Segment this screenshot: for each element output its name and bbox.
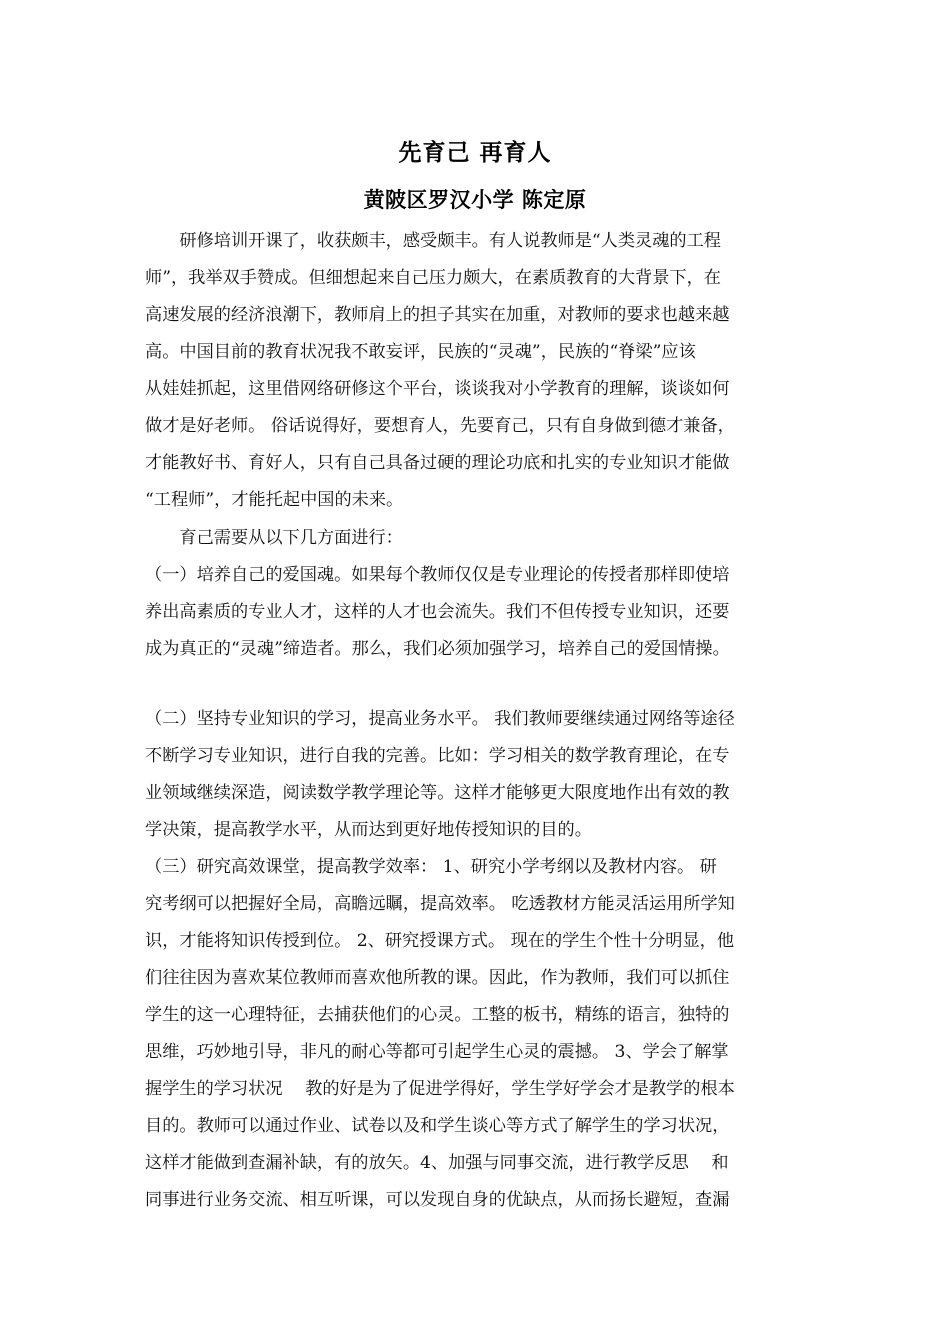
paragraph-line: 识，才能将知识传授到位。 2、研究授课方式。 现在的学生个性十分明显，他 (145, 931, 735, 951)
paragraph-line: 这样才能做到查漏补缺，有的放矢。4、加强与同事交流，进行教学反思 和 (145, 1153, 729, 1173)
paragraph-line: 高速发展的经济浪潮下，教师肩上的担子其实在加重，对教师的要求也越来越 (145, 305, 730, 325)
paragraph-line: （三）研究高效课堂，提高教学效率： 1、研究小学考纲以及教材内容。 研 (145, 857, 717, 877)
paragraph-line: 学决策，提高教学水平，从而达到更好地传授知识的目的。 (145, 820, 592, 840)
paragraph-line: （一）培养自己的爱国魂。如果每个教师仅仅是专业理论的传授者那样即使培 (145, 565, 730, 585)
paragraph-line: 同事进行业务交流、相互听课，可以发现自身的优缺点，从而扬长避短，查漏 (145, 1190, 730, 1210)
paragraph-line: 才能教好书、育好人，只有自己具备过硬的理论功底和扎实的专业知识才能做 (145, 453, 730, 473)
paragraph-line: 高。中国目前的教育状况我不敢妄评，民族的“灵魂”，民族的“脊梁”应该 (145, 342, 696, 362)
paragraph-line: 从娃娃抓起，这里借网络研修这个平台，谈谈我对小学教育的理解，谈谈如何 (145, 379, 730, 399)
paragraph-line: 不断学习专业知识，进行自我的完善。比如：学习相关的数学教育理论，在专 (145, 746, 730, 766)
paragraph-line: （二）坚持专业知识的学习，提高业务水平。 我们教师要继续通过网络等途径 (145, 709, 735, 729)
paragraph-line: 目的。教师可以通过作业、试卷以及和学生谈心等方式了解学生的学习状况， (145, 1116, 730, 1136)
paragraph-line: 养出高素质的专业人才，这样的人才也会流失。我们不但传授专业知识，还要 (145, 602, 730, 622)
paragraph-line: 师”，我举双手赞成。但细想起来自己压力颇大，在素质教育的大背景下，在 (145, 268, 721, 288)
paragraph-line: 业领域继续深造，阅读数学教学理论等。这样才能够更大限度地作出有效的教 (145, 783, 730, 803)
document-author: 黄陂区罗汉小学 陈定原 (363, 188, 587, 212)
paragraph-line: 握学生的学习状况 教的好是为了促进学得好，学生学好学会才是教学的根本 (145, 1079, 735, 1099)
paragraph-line: 们往往因为喜欢某位教师而喜欢他所教的课。因此，作为教师，我们可以抓住 (145, 968, 730, 988)
paragraph-line: 思维，巧妙地引导，非凡的耐心等都可引起学生心灵的震撼。 3、学会了解掌 (145, 1042, 729, 1062)
paragraph-line: 做才是好老师。 俗话说得好，要想育人，先要育己，只有自身做到德才兼备， (145, 416, 735, 436)
paragraph-line: 成为真正的“灵魂”缔造者。那么，我们必须加强学习，培养自己的爱国情操。 (145, 639, 730, 659)
paragraph-line: 学生的这一心理特征，去捕获他们的心灵。工整的板书，精练的语言，独特的 (145, 1005, 730, 1025)
paragraph-line: 研修培训开课了，收获颇丰，感受颇丰。有人说教师是“人类灵魂的工程 (145, 231, 721, 251)
paragraph-line: 究考纲可以把握好全局，高瞻远瞩，提高效率。 吃透教材方能灵活运用所学知 (145, 894, 735, 914)
document-title: 先育己 再育人 (398, 140, 552, 166)
paragraph-line: 育己需要从以下几方面进行： (145, 528, 403, 548)
paragraph-line: “工程师”，才能托起中国的未来。 (145, 490, 404, 510)
